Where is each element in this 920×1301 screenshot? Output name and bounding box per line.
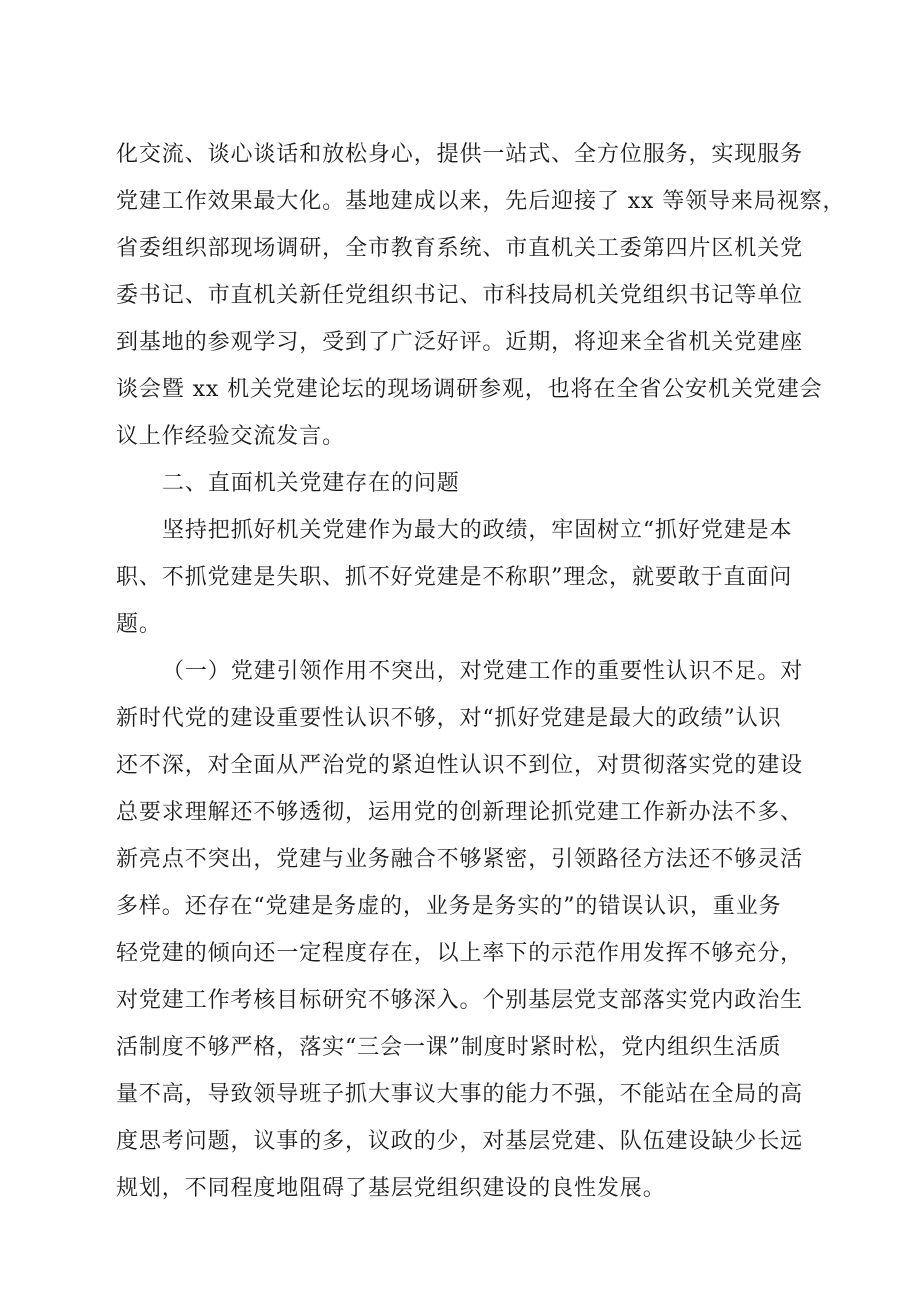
paragraph-3-line-11: 度思考问题，议事的多，议政的少，对基层党建、队伍建设缺少长远 bbox=[116, 1129, 804, 1154]
paragraph-3-line-12: 规划，不同程度地阻碍了基层党组织建设的良性发展。 bbox=[116, 1176, 666, 1201]
section-heading: 二、直面机关党建存在的问题 bbox=[162, 471, 460, 496]
paragraph-1-line-6: 谈会暨 xx 机关党建论坛的现场调研参观，也将在全省公安机关党建会 bbox=[116, 377, 823, 402]
paragraph-1-line-5: 到基地的参观学习，受到了广泛好评。近期，将迎来全省机关党建座 bbox=[116, 330, 804, 355]
paragraph-3-line-1: （一）党建引领作用不突出，对党建工作的重要性认识不足。对 bbox=[162, 659, 804, 684]
paragraph-3-line-2: 新时代党的建设重要性认识不够，对“抓好党建是最大的政绩”认识 bbox=[116, 706, 782, 731]
paragraph-3-line-9: 活制度不够严格，落实“三会一课”制度时紧时松，党内组织生活质 bbox=[116, 1035, 782, 1060]
paragraph-3-line-10: 量不高，导致领导班子抓大事议大事的能力不强，不能站在全局的高 bbox=[116, 1082, 804, 1107]
paragraph-3-line-3: 还不深，对全面从严治党的紧迫性认识不到位，对贯彻落实党的建设 bbox=[116, 753, 804, 778]
paragraph-3-line-8: 对党建工作考核目标研究不够深入。个别基层党支部落实党内政治生 bbox=[116, 988, 804, 1013]
paragraph-1-line-4: 委书记、市直机关新任党组织书记、市科技局机关党组织书记等单位 bbox=[116, 283, 804, 308]
paragraph-1-line-1: 化交流、谈心谈话和放松身心，提供一站式、全方位服务，实现服务 bbox=[116, 142, 804, 167]
paragraph-1-line-7: 议上作经验交流发言。 bbox=[116, 424, 346, 449]
paragraph-1-line-3: 省委组织部现场调研，全市教育系统、市直机关工委第四片区机关党 bbox=[116, 236, 804, 261]
paragraph-1-line-2: 党建工作效果最大化。基地建成以来，先后迎接了 xx 等领导来局视察， bbox=[116, 189, 846, 214]
paragraph-2-line-3: 题。 bbox=[116, 612, 162, 637]
paragraph-2-line-2: 职、不抓党建是失职、抓不好党建是不称职”理念，就要敢于直面问 bbox=[116, 565, 793, 590]
paragraph-3-line-4: 总要求理解还不够透彻，运用党的创新理论抓党建工作新办法不多、 bbox=[116, 800, 804, 825]
paragraph-2-line-1: 坚持把抓好机关党建作为最大的政绩，牢固树立“抓好党建是本 bbox=[162, 518, 793, 543]
paragraph-3-line-6: 多样。还存在“党建是务虚的，业务是务实的”的错误认识，重业务 bbox=[116, 894, 782, 919]
paragraph-3-line-5: 新亮点不突出，党建与业务融合不够紧密，引领路径方法还不够灵活 bbox=[116, 847, 804, 872]
paragraph-3-line-7: 轻党建的倾向还一定程度存在，以上率下的示范作用发挥不够充分， bbox=[116, 941, 804, 966]
